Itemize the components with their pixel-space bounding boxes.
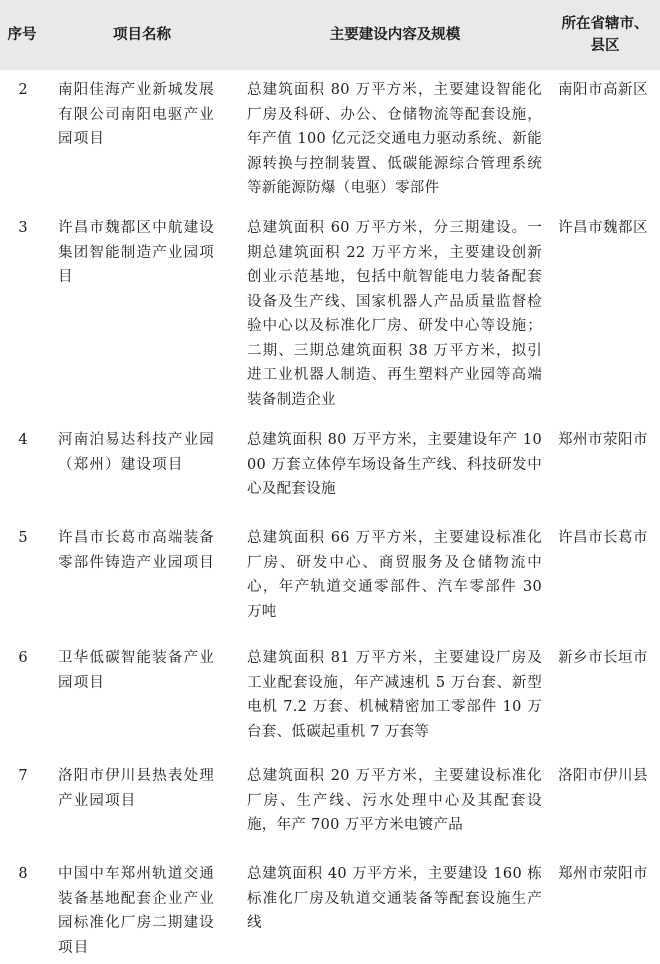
row-location: 新乡市长垣市 [558, 650, 648, 666]
row-location: 洛阳市伊川县 [558, 768, 648, 784]
row-project-name: 河南泊易达科技产业园（郑州）建设项目 [58, 432, 215, 473]
row-serial-number: 8 [18, 866, 28, 882]
row-location: 许昌市长葛市 [558, 530, 648, 546]
row-serial-number: 2 [18, 82, 28, 98]
row-serial-number: 5 [18, 530, 28, 546]
row-location: 郑州市荥阳市 [558, 432, 648, 448]
row-serial-number: 3 [18, 220, 28, 236]
header-location-line1: 所在省辖市、 [561, 16, 649, 32]
row-location: 南阳市高新区 [558, 82, 648, 98]
row-construction-content: 总建筑面积 60 万平方米，分三期建设。一期总建筑面积 22 万平方米，主要建设创新创业示范基地，包括中航智能电力装备配套设备及生产线、国家机器人产品质量监督检验中心以及标准化厂房、研发中心等设施；二期、三期总建筑面积 38 万平方米，拟引进工业机器人制造、再生塑料产业园等高端装备制造企业 [247, 220, 542, 408]
row-project-name: 卫华低碳智能装备产业园项目 [58, 650, 215, 691]
header-construction-content: 主要建设内容及规模 [329, 27, 461, 43]
row-project-name: 许昌市魏都区中航建设集团智能制造产业园项目 [58, 220, 215, 285]
row-project-name: 许昌市长葛市高端装备零部件铸造产业园项目 [58, 530, 215, 571]
row-location: 许昌市魏都区 [558, 220, 648, 236]
row-construction-content: 总建筑面积 66 万平方米，主要建设标准化厂房、研发中心、商贸服务及仓储物流中心，年产轨道交通零部件、汽车零部件 30 万吨 [247, 530, 542, 620]
header-project-name: 项目名称 [113, 27, 171, 43]
row-serial-number: 7 [18, 768, 28, 784]
header-location-line2: 县区 [590, 38, 620, 54]
row-construction-content: 总建筑面积 81 万平方米，主要建设厂房及工业配套设施，年产减速机 5 万台套、新型电机 7.2 万套、机械精密加工零部件 10 万台套、低碳起重机 7 万套等 [247, 650, 542, 740]
row-project-name: 中国中车郑州轨道交通装备基地配套企业产业园标准化厂房二期建设项目 [58, 866, 215, 956]
header-location [550, 0, 660, 70]
table-header [0, 0, 660, 70]
row-serial-number: 4 [18, 432, 28, 448]
header-serial-number: 序号 [7, 27, 37, 43]
row-construction-content: 总建筑面积 80 万平方米，主要建设年产 1000 万套立体停车场设备生产线、科技研发中心及配套设施 [247, 432, 542, 497]
row-location: 郑州市荥阳市 [558, 866, 648, 882]
row-serial-number: 6 [18, 650, 28, 666]
row-construction-content: 总建筑面积 20 万平方米，主要建设标准化厂房、生产线、污水处理中心及其配套设施，年产 700 万平方米电镀产品 [247, 768, 542, 833]
row-project-name: 洛阳市伊川县热表处理产业园项目 [58, 768, 215, 809]
row-construction-content: 总建筑面积 40 万平方米，主要建设 160 栋标准化厂房及轨道交通装备等配套设施生产线 [247, 866, 542, 931]
row-construction-content: 总建筑面积 80 万平方米，主要建设智能化厂房及科研、办公、仓储物流等配套设施，年产值 100 亿元泛交通电力驱动系统、新能源转换与控制装置、低碳能源综合管理系统等新能源防爆（电驱）零部件 [247, 82, 542, 196]
row-project-name: 南阳佳海产业新城发展有限公司南阳电驱产业园项目 [58, 82, 215, 147]
